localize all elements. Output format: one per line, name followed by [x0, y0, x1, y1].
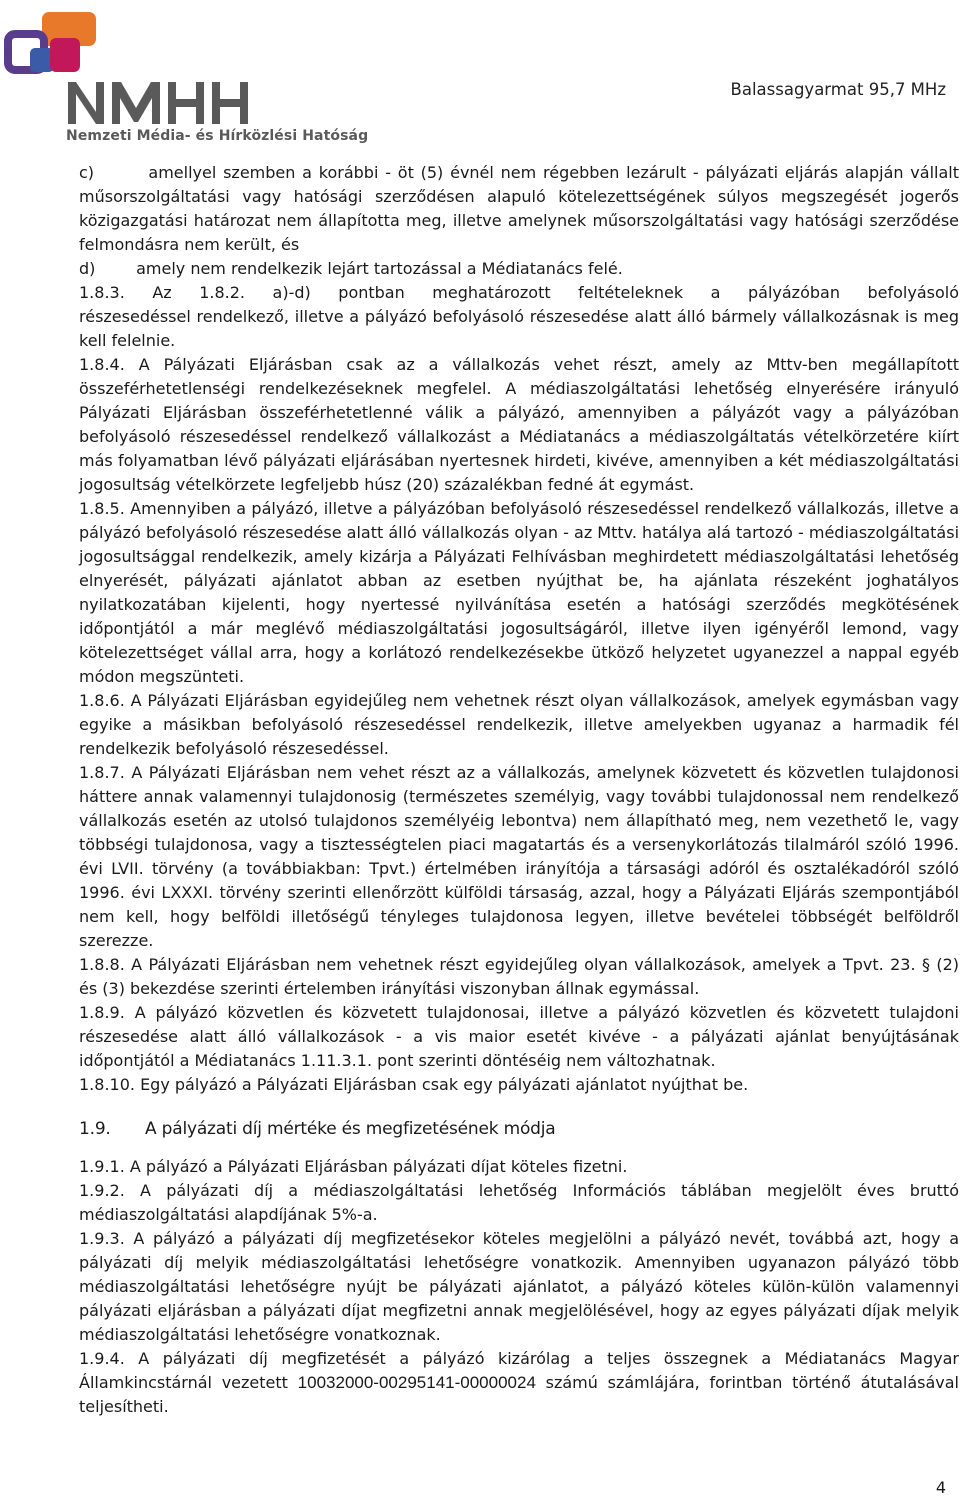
nmhh-logo-wordmark: [66, 80, 251, 126]
paragraph-1-9-4: [79, 1347, 959, 1419]
org-name: Nemzeti Média- és Hírközlési Hatóság: [66, 128, 369, 144]
nmhh-logo-mark-icon: [4, 8, 100, 88]
document-body: [79, 161, 959, 1419]
section-number: 1.9.: [79, 1119, 111, 1139]
paragraph-1-8-8: 1.8.8. A Pályázati Eljárásban nem vehetnek részt egyidejűleg olyan vállalkozások, amelyek a Tpvt. 23. § (2) és (3) bekezdése szerinti értelemben irányítási viszonyban állnak egymással.: [79, 955, 959, 998]
section-title: A pályázati díj mértéke és megfizetésének módja: [145, 1119, 556, 1139]
paragraph-1-9-4-end: számú számlájára, forintban történő átutalásával teljesítheti.: [79, 1373, 959, 1416]
paragraph-1-9-4-start: 1.9.4. A pályázati díj megfizetését a pályázó kizárólag a teljes összegnek a Médiatanács Magyar Államkincstárnál vezetett: [79, 1349, 959, 1392]
paragraph-1-8-6: 1.8.6. A Pályázati Eljárásban egyidejűleg nem vehetnek részt olyan vállalkozások, amelyek egymásban vagy egyike a másikban befolyásoló részesedéssel rendelkezik, illetve amelyekben ugyanaz a harmadik fél rendelkezik befolyásoló részesedéssel.: [79, 691, 959, 758]
paragraph-1-9-3: 1.9.3. A pályázó a pályázati díj megfizetésekor köteles megjelölni a pályázó nevét, továbbá azt, hogy a pályázati díj melyik médiaszolgáltatási lehetőségre vonatkozik. Amennyiben ugyanazon pályázó több médiaszolgáltatási lehetőségre nyújt be pályázati ajánlatot, a pályázó köteles külön-külön valamennyi pályázati eljárásban a pályázati díjat megfizetni annak megjelölésével, hogy az egyes pályázati díjak melyik médiaszolgáltatási lehetőségre vonatkoznak.: [79, 1229, 959, 1344]
paragraph-1-8-7: 1.8.7. A Pályázati Eljárásban nem vehet részt az a vállalkozás, amelynek közvetett és közvetlen tulajdonosi háttere annak valamennyi tulajdonosig (természetes személyig, vagy további tulajdonossal nem rendelkező vállalkozás esetén az utolsó tulajdonos személyéig lebontva) nem állapítható meg, nem vezethető le, vagy többségi tulajdonosa, vagy a tisztességtelen piaci magatartás és a versenykorlátozás tilalmáról szóló 1996. évi LVII. törvény (a továbbiakban: Tpvt.) értelmében irányítója a társasági adóról és osztalékadóról szóló 1996. évi LXXXI. törvény szerinti ellenőrzött külföldi társaság, azzal, hogy a Pályázati Eljárás szempontjából nem kell, hogy belföldi illetőségű tényleges tulajdonosa legyen, illetve bevételei többségét belföldről szerezze.: [79, 763, 959, 950]
paragraph-1-8-10: 1.8.10. Egy pályázó a Pályázati Eljárásban csak egy pályázati ajánlatot nyújthat be.: [79, 1075, 749, 1094]
account-number: 10032000-00295141-00000024: [297, 1373, 536, 1392]
page-header: [0, 0, 960, 150]
paragraph-d: d) amely nem rendelkezik lejárt tartozással a Médiatanács felé.: [79, 259, 623, 278]
paragraph-1-9-1: 1.9.1. A pályázó a Pályázati Eljárásban pályázati díjat köteles fizetni.: [79, 1157, 628, 1176]
station-label: Balassagyarmat 95,7 MHz: [730, 80, 946, 99]
paragraph-1-8-5: 1.8.5. Amennyiben a pályázó, illetve a pályázóban befolyásoló részesedéssel rendelkező vállalkozás, illetve a pályázó befolyásoló részesedése alatt álló vállalkozás olyan - az Mttv. hatálya alá tartozó - médiaszolgáltatási jogosultsággal rendelkezik, amely kizárja a Pályázati Felhívásban meghirdetett médiaszolgáltatási lehetőség elnyerését, pályázati ajánlatot abban az esetben nyújthat be, ha ajánlata részeként joghatályos nyilatkozatában kijelenti, hogy nyertessé nyilvánítása esetén a hatósági szerződés megkötésének időpontjától a már meglévő médiaszolgáltatási jogosultságáról, illetve ilyen igényéről lemond, vagy kötelezettséget vállal arra, hogy a korlátozó rendelkezésekbe ütköző helyzetet ugyanezzel a nappal egyéb módon megszünteti.: [79, 499, 960, 686]
paragraph-c: c) amellyel szemben a korábbi - öt (5) évnél nem régebben lezárult - pályázati eljárás alapján vállalt műsorszolgáltatási vagy hatósági szerződésen alapuló kötelezettségének súlyos megszegését jogerős közigazgatási határozat nem állapította meg, illetve amelynek műsorszolgáltatási vagy hatósági szerződése felmondásra nem került, és: [79, 163, 959, 254]
section-heading: [79, 1117, 959, 1141]
paragraph-1-8-9: 1.8.9. A pályázó közvetlen és közvetett tulajdonosai, illetve a pályázó közvetlen és közvetett tulajdoni részesedése alatt álló vállalkozások - a vis maior esetét kivéve - a pályázati ajánlat benyújtásának időpontjától a Médiatanács 1.11.3.1. pont szerinti döntéséig nem változhatnak.: [79, 1003, 959, 1070]
paragraph-1-8-4: 1.8.4. A Pályázati Eljárásban csak az a vállalkozás vehet részt, amely az Mttv-ben megállapított összeférhetetlenségi rendelkezéseknek megfelel. A médiaszolgáltatási lehetőség elnyerésére irányuló Pályázati Eljárásban összeférhetetlenné válik a pályázó, amennyiben a pályázót vagy a pályázóban befolyásoló részesedéssel rendelkező vállalkozást a Médiatanács a médiaszolgáltatás vételkörzetére kiírt más folyamatban lévő pályázati eljárásában nyertesnek hirdeti, kivéve, amennyiben a két médiaszolgáltatási jogosultság vételkörzete legfeljebb húsz (20) százalékban fedné át egymást.: [79, 355, 959, 494]
paragraph-1-9-2: 1.9.2. A pályázati díj a médiaszolgáltatási lehetőség Információs táblában megjelölt éves bruttó médiaszolgáltatási alapdíjának 5%-a.: [79, 1181, 959, 1224]
page-number: 4: [935, 1478, 946, 1497]
paragraph-1-8-3: 1.8.3. Az 1.8.2. a)-d) pontban meghatározott feltételeknek a pályázóban befolyásoló részesedéssel rendelkező, illetve a pályázó befolyásoló részesedése alatt álló bármely vállalkozásnak is meg kell felelnie.: [79, 283, 959, 350]
